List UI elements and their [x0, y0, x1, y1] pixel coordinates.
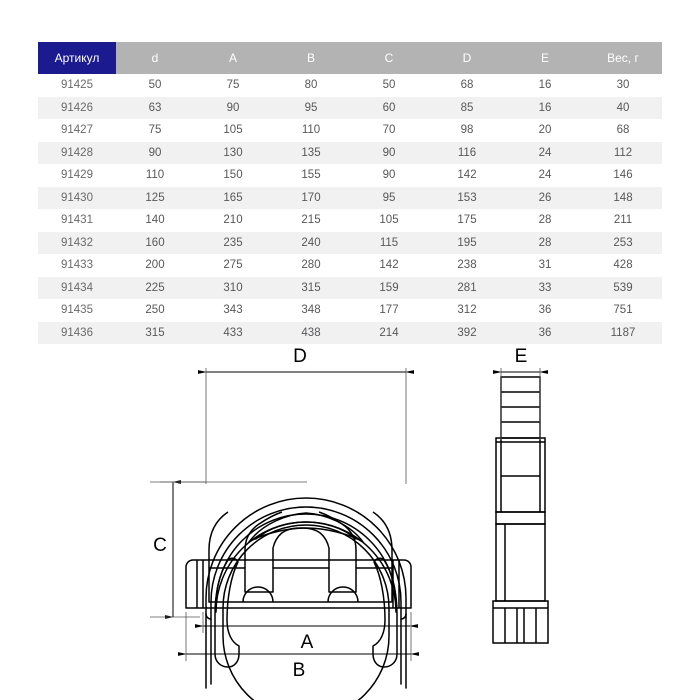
front-view-dimensions [150, 368, 411, 661]
side-view-main-body [496, 438, 545, 512]
cell-article: 91426 [38, 97, 116, 120]
cell-value: 215 [272, 209, 350, 232]
dim-label-C: C [153, 535, 167, 556]
cell-value: 28 [506, 209, 584, 232]
cell-value: 75 [116, 119, 194, 142]
table-row [38, 209, 662, 232]
cell-value: 214 [350, 322, 428, 345]
cell-value: 50 [350, 74, 428, 97]
cell-article: 91436 [38, 322, 116, 345]
cell-value: 539 [584, 277, 662, 300]
cell-value: 751 [584, 299, 662, 322]
table-row [38, 277, 662, 300]
column-header-b: B [272, 42, 350, 74]
cell-value: 312 [428, 299, 506, 322]
cell-value: 159 [350, 277, 428, 300]
cell-value: 125 [116, 187, 194, 210]
cell-value: 90 [116, 142, 194, 165]
cell-value: 40 [584, 97, 662, 120]
cell-value: 80 [272, 74, 350, 97]
side-view-mid-band [496, 512, 545, 524]
cell-value: 33 [506, 277, 584, 300]
cell-value: 280 [272, 254, 350, 277]
cell-value: 28 [506, 232, 584, 255]
cell-value: 130 [194, 142, 272, 165]
table-row [38, 142, 662, 165]
clamp-saddle [273, 528, 329, 568]
table-body [38, 74, 662, 344]
table-row [38, 74, 662, 97]
cell-article: 91427 [38, 119, 116, 142]
cell-value: 95 [350, 187, 428, 210]
cell-value: 310 [194, 277, 272, 300]
cell-value: 175 [428, 209, 506, 232]
side-view-lower-body [496, 524, 545, 601]
cell-article: 91432 [38, 232, 116, 255]
cell-value: 165 [194, 187, 272, 210]
table-row [38, 97, 662, 120]
cell-value: 115 [350, 232, 428, 255]
cell-value: 210 [194, 209, 272, 232]
cell-value: 30 [584, 74, 662, 97]
cell-value: 90 [350, 142, 428, 165]
cell-value: 90 [350, 164, 428, 187]
cell-value: 315 [272, 277, 350, 300]
cell-value: 250 [116, 299, 194, 322]
cell-value: 112 [584, 142, 662, 165]
cell-value: 1187 [584, 322, 662, 345]
cell-value: 155 [272, 164, 350, 187]
cell-value: 75 [194, 74, 272, 97]
cell-value: 348 [272, 299, 350, 322]
cell-value: 343 [194, 299, 272, 322]
clamp-bore-contour [223, 525, 389, 700]
cell-value: 153 [428, 187, 506, 210]
cell-value: 235 [194, 232, 272, 255]
dim-label-D: D [293, 346, 307, 367]
column-header-e: E [506, 42, 584, 74]
cell-value: 135 [272, 142, 350, 165]
column-header-d: d [116, 42, 194, 74]
cell-value: 60 [350, 97, 428, 120]
cell-value: 98 [428, 119, 506, 142]
cell-value: 50 [116, 74, 194, 97]
cell-value: 110 [116, 164, 194, 187]
cell-value: 146 [584, 164, 662, 187]
cell-value: 116 [428, 142, 506, 165]
cell-value: 253 [584, 232, 662, 255]
column-header-weight: Вес, г [584, 42, 662, 74]
cell-value: 142 [428, 164, 506, 187]
clamp-right-leg [401, 614, 406, 688]
table-row [38, 299, 662, 322]
cell-value: 392 [428, 322, 506, 345]
cell-value: 170 [272, 187, 350, 210]
dim-label-B: B [292, 660, 306, 681]
cell-value: 150 [194, 164, 272, 187]
column-header-c: C [350, 42, 428, 74]
clamp-base-inner-profile [209, 568, 392, 602]
cell-value: 16 [506, 97, 584, 120]
cell-article: 91433 [38, 254, 116, 277]
cell-article: 91428 [38, 142, 116, 165]
cell-value: 31 [506, 254, 584, 277]
clamp-left-rib [215, 558, 239, 667]
table-row [38, 254, 662, 277]
cell-article: 91431 [38, 209, 116, 232]
cell-value: 63 [116, 97, 194, 120]
cell-value: 90 [194, 97, 272, 120]
table-row [38, 119, 662, 142]
cell-value: 240 [272, 232, 350, 255]
clamp-outer-contour [205, 425, 407, 646]
cell-value: 105 [194, 119, 272, 142]
table-header-row [38, 42, 662, 74]
clamp-outer-ring [206, 498, 406, 619]
table-row [38, 187, 662, 210]
table-header [38, 42, 662, 74]
cell-value: 200 [116, 254, 194, 277]
cell-value: 16 [506, 74, 584, 97]
cell-value: 110 [272, 119, 350, 142]
cell-value: 148 [584, 187, 662, 210]
specification-table [38, 42, 662, 344]
cell-value: 177 [350, 299, 428, 322]
cell-value: 68 [428, 74, 506, 97]
table-row [38, 232, 662, 255]
cell-value: 70 [350, 119, 428, 142]
cell-value: 142 [350, 254, 428, 277]
cell-article: 91435 [38, 299, 116, 322]
cell-value: 275 [194, 254, 272, 277]
cell-value: 195 [428, 232, 506, 255]
dim-label-A: A [300, 632, 314, 653]
cell-value: 20 [506, 119, 584, 142]
cell-value: 26 [506, 187, 584, 210]
cell-value: 211 [584, 209, 662, 232]
dim-label-E: E [514, 346, 528, 367]
cell-article: 91430 [38, 187, 116, 210]
technical-drawing [0, 336, 700, 700]
cell-value: 238 [428, 254, 506, 277]
column-header-article: Артикул [38, 42, 116, 74]
clamp-base-group [186, 512, 411, 608]
cell-value: 36 [506, 299, 584, 322]
cell-article: 91425 [38, 74, 116, 97]
cell-value: 85 [428, 97, 506, 120]
cell-value: 36 [506, 322, 584, 345]
table-row [38, 164, 662, 187]
pipe-clamp-front-view [186, 425, 410, 700]
cell-value: 281 [428, 277, 506, 300]
cell-value: 160 [116, 232, 194, 255]
cell-value: 140 [116, 209, 194, 232]
clamp-screw-hole-right [328, 587, 358, 602]
cell-value: 225 [116, 277, 194, 300]
cell-value: 433 [194, 322, 272, 345]
cell-value: 95 [272, 97, 350, 120]
cell-value: 315 [116, 322, 194, 345]
column-header-d-outer: D [428, 42, 506, 74]
cell-value: 24 [506, 142, 584, 165]
cell-article: 91429 [38, 164, 116, 187]
cell-value: 68 [584, 119, 662, 142]
cell-value: 428 [584, 254, 662, 277]
cell-article: 91434 [38, 277, 116, 300]
clamp-left-leg [206, 614, 211, 688]
specification-table-container [38, 42, 662, 344]
clamp-screw-hole-left [243, 587, 273, 602]
column-header-a: A [194, 42, 272, 74]
cell-value: 438 [272, 322, 350, 345]
cell-value: 24 [506, 164, 584, 187]
side-view-dimensions [501, 368, 540, 440]
cell-value: 105 [350, 209, 428, 232]
